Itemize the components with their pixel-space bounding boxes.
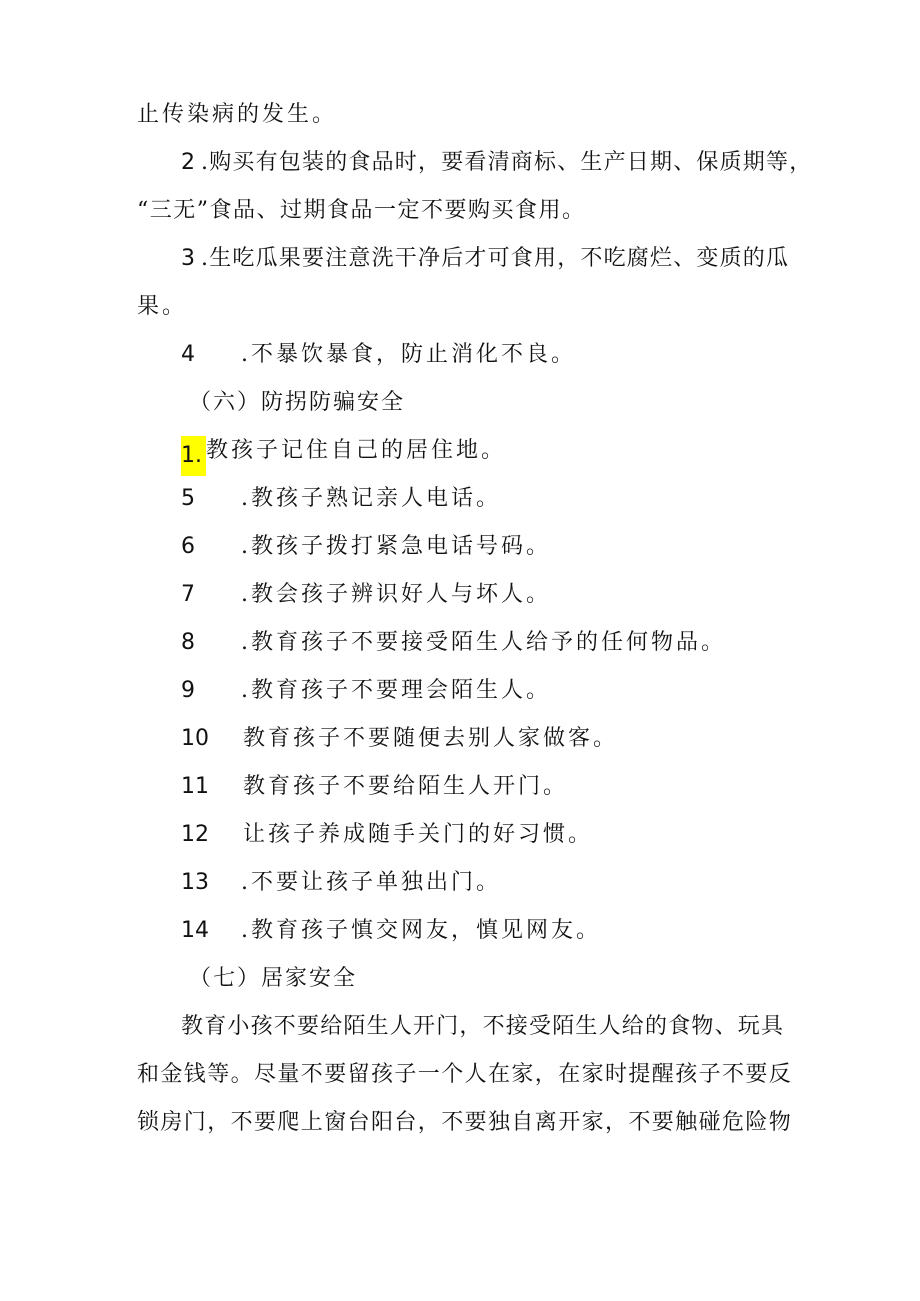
item-number-1-highlighted: 1. — [181, 436, 206, 476]
item-number-3: 3 — [181, 246, 195, 271]
item-number-11: 11 — [181, 774, 209, 799]
continued-line: 止传染病的发生。 — [137, 102, 338, 127]
item-number-6: 6 — [181, 534, 195, 559]
item-text-10: 教育孩子不要随便去别人家做客。 — [243, 726, 619, 751]
item-text-11: 教育孩子不要给陌生人开门。 — [243, 774, 569, 799]
item-text-4: .不暴饮暴食，防止消化不良。 — [241, 342, 576, 367]
item-text-12: 让孩子养成随手关门的好习惯。 — [243, 822, 594, 847]
item-text-2: .购买有包装的食品时，要看清商标、生产日期、保质期等， — [201, 150, 813, 175]
item-text-5: .教孩子熟记亲人电话。 — [241, 486, 501, 511]
item-number-2: 2 — [181, 150, 195, 175]
item-text-13: .不要让孩子单独出门。 — [241, 870, 501, 895]
item-number-10: 10 — [181, 726, 209, 751]
item-text-9: .教育孩子不要理会陌生人。 — [241, 678, 551, 703]
section-heading-7: （七）居家安全 — [189, 966, 358, 991]
item-number-13: 13 — [181, 870, 209, 895]
item-number-7: 7 — [181, 582, 195, 607]
paragraph-line-2: 和金钱等。尽量不要留孩子一个人在家，在家时提醒孩子不要反 — [137, 1062, 793, 1087]
item-number-5: 5 — [181, 486, 195, 511]
section-heading-6: （六）防拐防骗安全 — [189, 390, 406, 415]
paragraph-line-1: 教育小孩不要给陌生人开门，不接受陌生人给的食物、玩具 — [181, 1014, 785, 1039]
item-text-7: .教会孩子辨识好人与坏人。 — [241, 582, 551, 607]
item-number-9: 9 — [181, 678, 195, 703]
paragraph-line-3: 锁房门，不要爬上窗台阳台，不要独自离开家，不要触碰危险物 — [137, 1110, 793, 1135]
item-number-4: 4 — [181, 342, 195, 367]
item-text-3: .生吃瓜果要注意洗干净后才可食用，不吃腐烂、变质的瓜 — [201, 246, 790, 271]
item-text-2-cont: “三无”食品、过期食品一定不要购买食用。 — [137, 198, 586, 223]
item-number-14: 14 — [181, 918, 209, 943]
item-number-8: 8 — [181, 630, 195, 655]
item-text-8: .教育孩子不要接受陌生人给予的任何物品。 — [241, 630, 726, 655]
item-text-3-cont: 果。 — [137, 294, 188, 319]
item-text-14: .教育孩子慎交网友，慎见网友。 — [241, 918, 601, 943]
item-text-6: .教孩子拨打紧急电话号码。 — [241, 534, 551, 559]
item-text-1: 教孩子记住自己的居住地。 — [206, 438, 507, 463]
item-number-12: 12 — [181, 822, 209, 847]
